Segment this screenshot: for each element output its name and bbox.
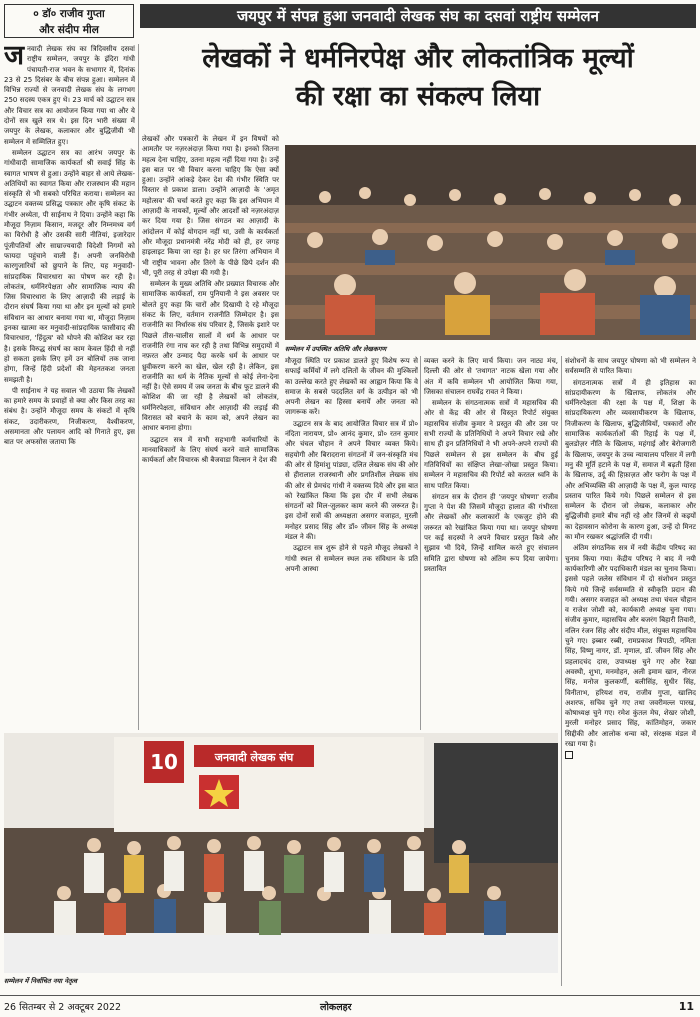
byline-box	[4, 4, 134, 38]
paragraph: लेखकों और पत्रकारों के लेखन में इन विषयों को आमतौर पर नज़रअंदाज़ किया गया है। इनको जितना महत्व देना चाहिए, उतना महत्व नहीं दिया गया है। उन्हें इस बात पर भी विचार करना चाहिए कि ऐसा क्यों हुआ। उन्होंने आंकड़े देकर देश की गंभीर स्थिति पर विस्तार से प्रकाश डाला। उन्होंने आज़ादी के 'अमृत महोत्सव' की चर्चा करते हुए कहा कि इस अभियान में आज़ादी के नायकों, मूल्यों और आदर्शों को नज़रअंदाज़ कर दिया गया है। जिस संगठन का आज़ादी के आंदोलन में कोई योगदान नहीं था, उसी के कार्यकर्ता और मौजूदा प्रधानमंत्री नरेंद्र मोदी को ही, हर जगह हाइलाइट किया जा रहा है। हर घर तिरंगा अभियान में भी राष्ट्रीय भावना और तिरंगे के पीछे छिपे दर्शन की भी, पूरी तरह से उपेक्षा की गयी है।	[142, 135, 279, 277]
photo-caption-1: सम्मेलन में उपस्थित अतिथि और लेखकगण	[285, 345, 387, 353]
audience-photo	[285, 145, 696, 340]
paragraph: उद्घाटन सत्र के बाद आयोजित विचार सत्र में प्रो० नंदिता नारायण, प्रो० आनंद कुमार, प्रो० रतन कुमार और चंचल चौहान ने अपने विचार व्यक्त किये। सहयोगी और बिरादराना संगठनों में जन-संस्कृति मंच की ओर से हिमांशु पांड्या, दलित लेखक संघ की ओर से हीरालाल राजस्थानी और प्रगतिशील लेखक संघ की ओर से प्रेमचंद गांधी ने वक्तव्य दिये और इस बात को रेखांकित किया कि इस दौर में सभी लेखक संगठनों को मिल-जुलकर काम करने की जरूरत है। इस दोनों सत्रों की अध्यक्षता असगर वजाहत, मुरली मनोहर प्रसाद सिंह और डॉ० जीवन सिंह के अध्यक्ष मंडल ने की।	[285, 419, 418, 542]
publication-name: लोकलहर	[320, 1002, 352, 1013]
paragraph: संगठनात्मक सत्रों में ही इतिहास का सांप्रदायीकरण के खिलाफ, लोकतंत्र और धर्मनिरपेक्षता की रक्षा के पक्ष में, शिक्षा के सांप्रदायिकरण और व्यवसायीकरण के खिलाफ, निजीकरण के खिलाफ, बुद्धिजीवियों, पत्रकारों और सामाजिक कार्यकर्ताओं की रिहाई के पक्ष में, बुलडोज़र नीति के खिलाफ, महंगाई और बेरोजगारी के खिलाफ, जयपुर के उच्च न्यायालय परिसर में लगी मनु की मूर्ति हटाने के पक्ष में, समाज में बढ़ती हिंसा के खिलाफ, उर्दू की हिफ़ाज़त और फरोग के पक्ष में और अभिव्यक्ति की आज़ादी के पक्ष में, कुल ग्यारह प्रस्ताव पारित किये गये। पिछले सम्मेलन से इस सम्मेलन के दौरान जो लेखक, कलाकार और बुद्धिजीवी हमारे बीच नहीं रहे और जिनमें से कइयों का देहावसान कोरोना के कारण हुआ, उन्हें दो मिनट का मौन रखकर श्रद्धांजलि दी गयी।	[565, 378, 696, 542]
byline-line1: ० डॉ० राजीव गुप्ता	[33, 8, 105, 20]
article-column-5	[565, 356, 696, 988]
photo-caption-2: सम्मेलन में निर्वाचित नया नेतृत्व	[4, 977, 77, 985]
banner-text: जनवादी लेखक संघ	[214, 751, 294, 764]
kicker-banner: जयपुर में संपन्न हुआ जनवादी लेखक संघ का दसवां राष्ट्रीय सम्मेलन	[140, 4, 696, 28]
paragraph: उद्घाटन सत्र शुरू होने से पहले मौजूद लेखकों ने गांधी स्थल से सम्मेलन स्थल तक संविधान के प्रति अपनी आस्था	[285, 544, 418, 573]
byline-line2: और संदीप मील	[39, 24, 99, 36]
article-column-4	[424, 356, 558, 730]
paragraph: सम्मेलन के संगठनात्मक सत्रों में महासचिव की ओर से केंद्र की ओर से विस्तृत रिपोर्ट संयुक्त महासचिव संजीव कुमार ने प्रस्तुत की और उस पर सभी राज्यों के प्रतिनिधियों ने अपने विचार रखे और साथ ही इन प्रतिनिधियों ने भी अपने-अपने राज्यों की पिछले सम्मेलन से इस सम्मेलन के बीच हुई गतिविधियों का संक्षिप्त लेखा-जोखा प्रस्तुत किया। सम्मेलन ने महासचिव की रिपोर्ट को करतल ध्वनि के साथ पारित किया।	[424, 399, 558, 490]
article-column-1	[4, 44, 135, 730]
headline-line2: की रक्षा का संकल्प लिया	[295, 81, 541, 112]
dropcap: ज	[4, 44, 25, 71]
issue-date: 26 सितम्बर से 2 अक्टूबर 2022	[4, 1002, 122, 1013]
paragraph: संशोधनों के साथ जयपुर घोषणा को भी सम्मेलन ने सर्वसम्मति से पारित किया।	[565, 357, 696, 376]
page-footer	[0, 995, 700, 1016]
column-divider	[561, 356, 562, 986]
paragraph: अंतिम संगठनिक सत्र में नयी केंद्रीय परिषद का चुनाव किया गया। केंद्रीय परिषद ने बाद में नयी कार्यकारिणी और पदाधिकारी मंडल का चुनाव किया। इससे पहले जलेस संविधान में दो संशोधन प्रस्तुत किये गये जिन्हें सर्वसम्मति से स्वीकृति प्रदान की गयी। असगर वजाहत को अध्यक्ष तथा चंचल चौहान व राजेश जोशी को, कार्यकारी अध्यक्ष चुना गया। संजीव कुमार, महासचिव और बजरंग बिहारी तिवारी, नलिन रंजन सिंह और संदीप मील, संयुक्त महासचिव चुने गए। इब्बार रब्बी, रामप्रकाश त्रिपाठी, नमिता सिंह, विष्णु नागर, डॉ. मृणाल, डॉ. जीवन सिंह और प्रहलादचंद दास, उपाध्यक्ष चुने गए और रेखा अवस्थी, शुभा, मनमोहन, अली इमाम खान, नीरज सिंह, मनोज कुलकर्णी, बलीसिंह, सुधीर सिंह, विनीताभ, हरियश राय, राजीव गुप्ता, खालिद अशरफ, सचिव चुने गए तथा जवरीमल्ल पारख, कोषाध्यक्ष चुने गए। रमेश कुंतल मेघ, शेखर जोशी, मुरली मनोहर प्रसाद सिंह, कांतिमोहन, जकार सिद्दीकी और आलोक धन्वा को, संरक्षक मंडल में रखा गया है।	[565, 544, 696, 748]
headline-line1: लेखकों ने धर्मनिरपेक्ष और लोकतांत्रिक मूल्यों	[202, 43, 634, 74]
column-divider	[420, 356, 421, 730]
column-divider	[138, 44, 139, 730]
paragraph: पी साईनाथ ने यह सवाल भी उठाया कि लेखकों का हमारे समय के प्रवाहों से क्या और किस तरह का संबंध है। उन्होंने मौजूदा समय के संकटों में कृषि संकट, उदारीकरण, निजीकरण, वैश्वीकरण, असमानता और पलायन आदि को गिनाते हुए, इस बात पर अफसोस जताया कि	[4, 386, 135, 447]
paragraph: संगठन सत्र के दौरान ही 'जयपुर घोषणा' राजीव गुप्ता ने पेश की जिसमें मौजूदा हालात की गंभीरता और लेखकों और कलाकारों के एकजुट होने की जरूरत को रेखांकित किया गया था। जयपुर घोषणा पर कई सदस्यों ने अपने विचार प्रस्तुत किये और सुझाव भी दिये, जिन्हें शामिल करते हुए संचालन समिति द्वारा घोषणा को अंतिम रूप दिया जायेगा। प्रस्तावित	[424, 492, 558, 573]
article-column-2	[142, 134, 279, 730]
headline	[140, 40, 696, 116]
paragraph: मौजूदा स्थिति पर प्रकाश डालते हुए विशेष रूप से सफाई कर्मियों में लगे दलितों के जीवन की मुश्किलों का उल्लेख करते हुए लेखकों का आह्वान किया कि वे समाज के सबसे पददलित वर्ग के उत्पीड़न को भी अपनी लेखन का हिस्सा बनायें और जनता को जागरूक करें।	[285, 357, 418, 417]
page-number: 11	[678, 1000, 694, 1013]
article-column-3	[285, 356, 418, 730]
banner-logo-number: 10	[150, 750, 178, 774]
paragraph: उद्घाटन सत्र में सभी सहभागी कर्मचारियों के मानवाधिकारों के लिए संघर्ष करने वाले सामाजिक कार्यकर्ता और विचारक श्री बैजवाडा विल्सन ने देश की	[142, 435, 279, 465]
group-photo	[4, 733, 558, 973]
paragraph: सम्मेलन के मुख्य अतिथि और प्रख्यात विचारक और सामाजिक कार्यकर्ता, राम पुनियानी ने इस अवसर पर बोलते हुए कहा कि चारों और दिखायी दे रहे मौजूदा संकट के लिए, वर्तमान राजनीति जिम्मेदार है। इस राजनीति का निर्धारक संघ परिवार है, जिसके इशारे पर पिछले तीस-चालीस सालों में धर्म के आधार पर राजनीति रंगा नाच कर रही है तथा विभिन्न समुदायों में नफ़रत और उन्माद पैदा करके धर्म के आधार पर ध्रुवीकरण करने का खेल, खेल रही है। लेकिन, इस राजनीति का धर्म के नैतिक मूल्यों से कोई लेना-देना नहीं है। ऐसे समय में जब जनता के बीच फूट डालने की कोशिश की जा रही है लेखकों को लोकतंत्र, धर्मनिरपेक्षता, संविधान और आज़ादी की लड़ाई की विरासत को बचाने के काम को, अपने लेखन का आधार बनाना होगा।	[142, 280, 279, 433]
paragraph: व्यक्त करने के लिए मार्च किया। जन नाट्य मंच, दिल्ली की ओर से 'तथागत' नाटक खेला गया और अंत में कवि सम्मेलन भी आयोजित किया गया, जिसका संचालन राघवेंद्र रावत ने किया।	[424, 357, 558, 396]
paragraph: सम्मेलन उद्घाटन सत्र का आरंभ जयपुर के गांधीवादी सामाजिक कार्यकर्ता श्री सवाई सिंह के स्वागत भाषण से हुआ। उन्होंने बाहर से आये लेखक-अतिथियों का स्वागत किया और राजस्थान की महान संस्कृति से भी सबको परिचित कराया। सम्मेलन का उद्घाटन वक्तव्य प्रसिद्ध पत्रकार और कृषि संकट के गंभीर अध्येता, पी साईनाथ ने दिया। उन्होंने कहा कि मौजूदा निज़ाम किसान, मजदूर और निम्नमध्य वर्ग का विरोधी है और उसकी सारी नीतियां, इजारेदार पूंजीपतियों और साम्राज्यवादी विदेशी निगमों को फायदा पहुंचाने वाली हैं। अपनी जनविरोधी कारगुजारियों को छुपाने के लिए, यह मनुवादी-सांप्रदायिक विचारधारा का पोषण कर रही है। लोकतंत्र, धर्मनिरपेक्षता और सामाजिक न्याय की जिस विचारधारा के लिए आज़ादी की लड़ाई के दौरान संघर्ष किया गया था और इन मूल्यों को हमारे संविधान का आधार बनाया गया था, मौजूदा निज़ाम इनका खात्मा कर मनुवादी-सांप्रदायिक फासीवाद की विचारधारा, 'हिंदुत्व' को थोपने की कोशिश कर रहा है। इसके विरुद्ध संघर्ष का काम केवल हिंदी से नहीं हो सकता इसके लिए हमें उन बोलियों तक जाना होगा, जिन्हें हिंदी प्रदेशों की मेहनतकश जनता समझती है।	[4, 148, 135, 384]
paragraph: जनवादी लेखक संघ का त्रिदिवसीय दसवां राष्ट्रीय सम्मेलन, जयपुर के इंदिरा गांधी पंचायती-राज भवन के सभागार में, दिनांक 23 से 25 दिसंबर के बीच संपन्न हुआ। सम्मेलन में विभिन्न राज्यों से जनवादी लेखक संघ के लगभग 250 सदस्य एकत्र हुए थे। 23 मार्च को उद्घाटन सत्र और विचार सत्र का आयोजन किया गया था और ये दोनों सत्र खुले सत्र थे। इस दिन भारी संख्या में जयपुर के लेखक, कलाकार और बुद्धिजीवी भी सम्मेलन में सम्मिलित हुए।	[4, 44, 135, 146]
end-mark	[565, 751, 573, 759]
